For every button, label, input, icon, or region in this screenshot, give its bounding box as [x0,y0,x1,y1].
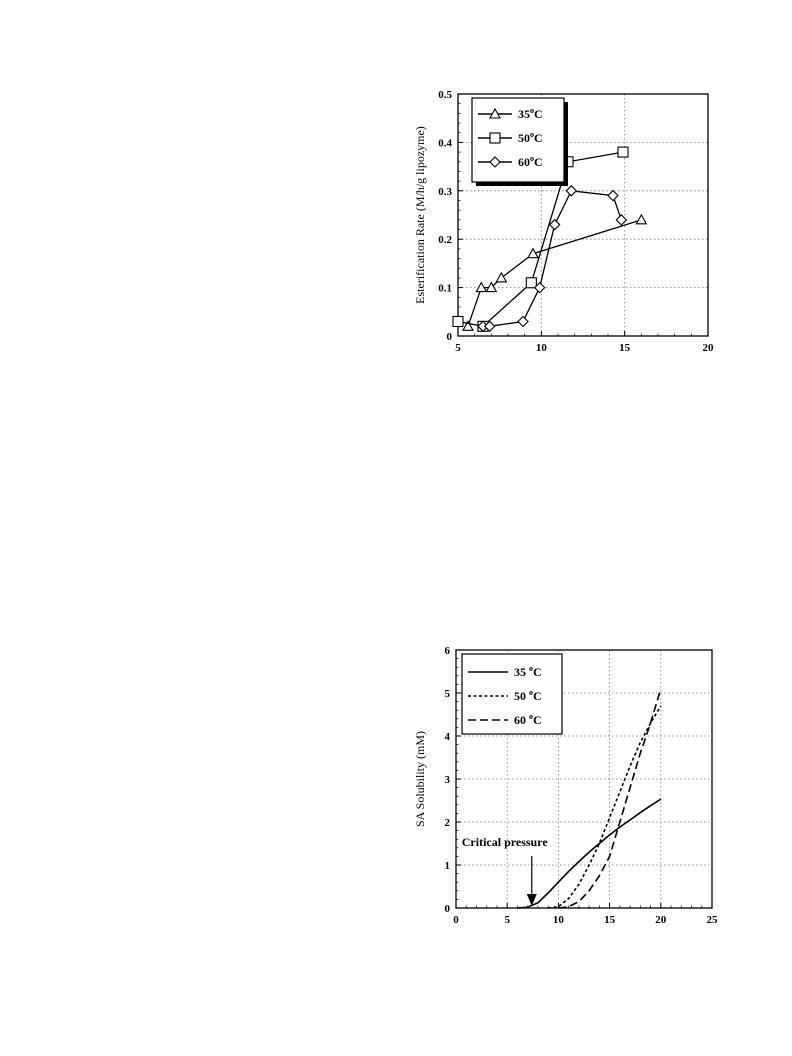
y-tick-label: 1 [444,860,450,872]
series-line-0 [517,799,660,908]
legend-marker-square [490,133,500,143]
x-tick-label: 10 [535,342,547,354]
x-tick-label: 20 [702,342,714,354]
legend [462,654,562,734]
x-tick-label: 0 [453,914,459,926]
legend-label: 60$^o$C [518,154,543,169]
x-tick-label: 25 [706,914,718,926]
data-point-diamond [566,186,576,196]
data-point-triangle [496,273,506,282]
y-tick-label: 5 [444,688,450,700]
data-point-diamond [608,191,618,201]
y-tick-label: 6 [444,645,450,657]
y-tick-label: 3 [444,774,450,786]
y-tick-label: 2 [444,817,450,829]
legend-label: 50 $^o$C [514,688,542,703]
x-tick-label: 20 [655,914,667,926]
legend-box [462,654,562,734]
x-tick-label: 10 [552,914,564,926]
series-line-2 [483,191,621,327]
series-line-0 [468,220,641,326]
legend-label: 60 $^o$C [514,712,542,727]
x-tick-label: 15 [619,342,631,354]
data-point-diamond [518,316,528,326]
esterification-rate-chart [400,78,730,368]
x-tick-label: 5 [455,342,461,354]
critical-pressure-label: Critical pressure [461,835,548,849]
legend [472,98,568,186]
y-tick-label: 0.1 [438,282,452,295]
y-tick-label: 4 [444,731,450,743]
legend-label: 50$^o$C [518,130,543,145]
y-tick-label: 0 [446,331,452,343]
y-axis-label: SA Solubility (mM) [413,730,427,828]
data-point-triangle [636,215,646,224]
y-tick-label: 0.3 [438,185,452,198]
y-tick-label: 0.5 [438,89,452,101]
x-tick-label: 15 [604,914,616,926]
data-point-diamond [550,220,560,230]
x-tick-label: 5 [504,914,510,926]
y-tick-label: 0.2 [438,234,452,247]
y-axis-label: Esterification Rate (M/h/g lipozyme) [413,126,427,304]
y-tick-label: 0 [444,903,450,915]
data-point-square [526,278,536,288]
data-point-square [453,316,463,326]
data-point-square [618,147,628,157]
legend-label: 35$^o$C [518,106,543,121]
critical-pressure-annotation [462,835,549,906]
legend-label: 35 $^o$C [514,664,542,679]
sa-solubility-chart [400,640,730,935]
y-tick-label: 0.4 [438,137,452,150]
